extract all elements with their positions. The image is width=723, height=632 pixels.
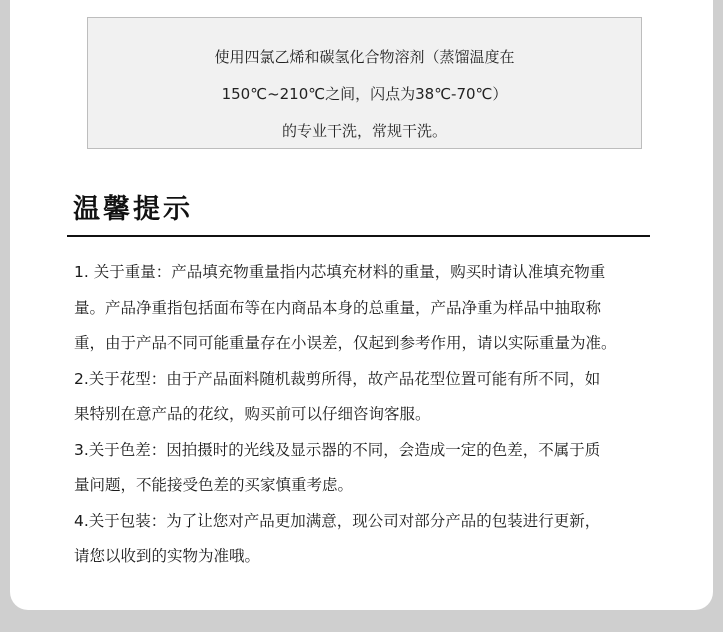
tip-line: 请您以收到的实物为准哦。 xyxy=(74,547,261,565)
tip-line: 2.关于花型：由于产品面料随机裁剪所得，故产品花型位置可能有所不同，如 xyxy=(74,369,601,388)
tip-line: 4.关于包装：为了让您对产品更加满意，现公司对部分产品的包装进行更新， xyxy=(74,511,601,530)
tips-title: 温馨提示 xyxy=(73,194,193,225)
care-instruction-line: 的专业干洗，常规干洗。 xyxy=(281,122,447,140)
care-instructions-box xyxy=(87,17,642,149)
tip-line: 果特别在意产品的花纹，购买前可以仔细咨询客服。 xyxy=(74,405,431,423)
tip-line: 1. 关于重量：产品填充物重量指内芯填充材料的重量，购买时请认准填充物重 xyxy=(74,263,606,281)
care-instruction-line: 使用四氯乙烯和碳氢化合物溶剂（蒸馏温度在 xyxy=(214,48,515,66)
tip-line: 量问题，不能接受色差的买家慎重考虑。 xyxy=(74,476,354,494)
care-instruction-line: 150℃~210℃之间，闪点为38℃-70℃） xyxy=(221,85,508,103)
tip-line: 重，由于产品不同可能重量存在小误差，仅起到参考作用，请以实际重量为准。 xyxy=(74,334,617,352)
content-card xyxy=(10,0,713,610)
tips-body xyxy=(74,255,674,575)
tip-line: 3.关于色差：因拍摄时的光线及显示器的不同，会造成一定的色差，不属于质 xyxy=(74,440,601,459)
tip-line: 量。产品净重指包括面布等在内商品本身的总重量，产品净重为样品中抽取称 xyxy=(74,298,602,317)
title-divider xyxy=(67,235,650,237)
